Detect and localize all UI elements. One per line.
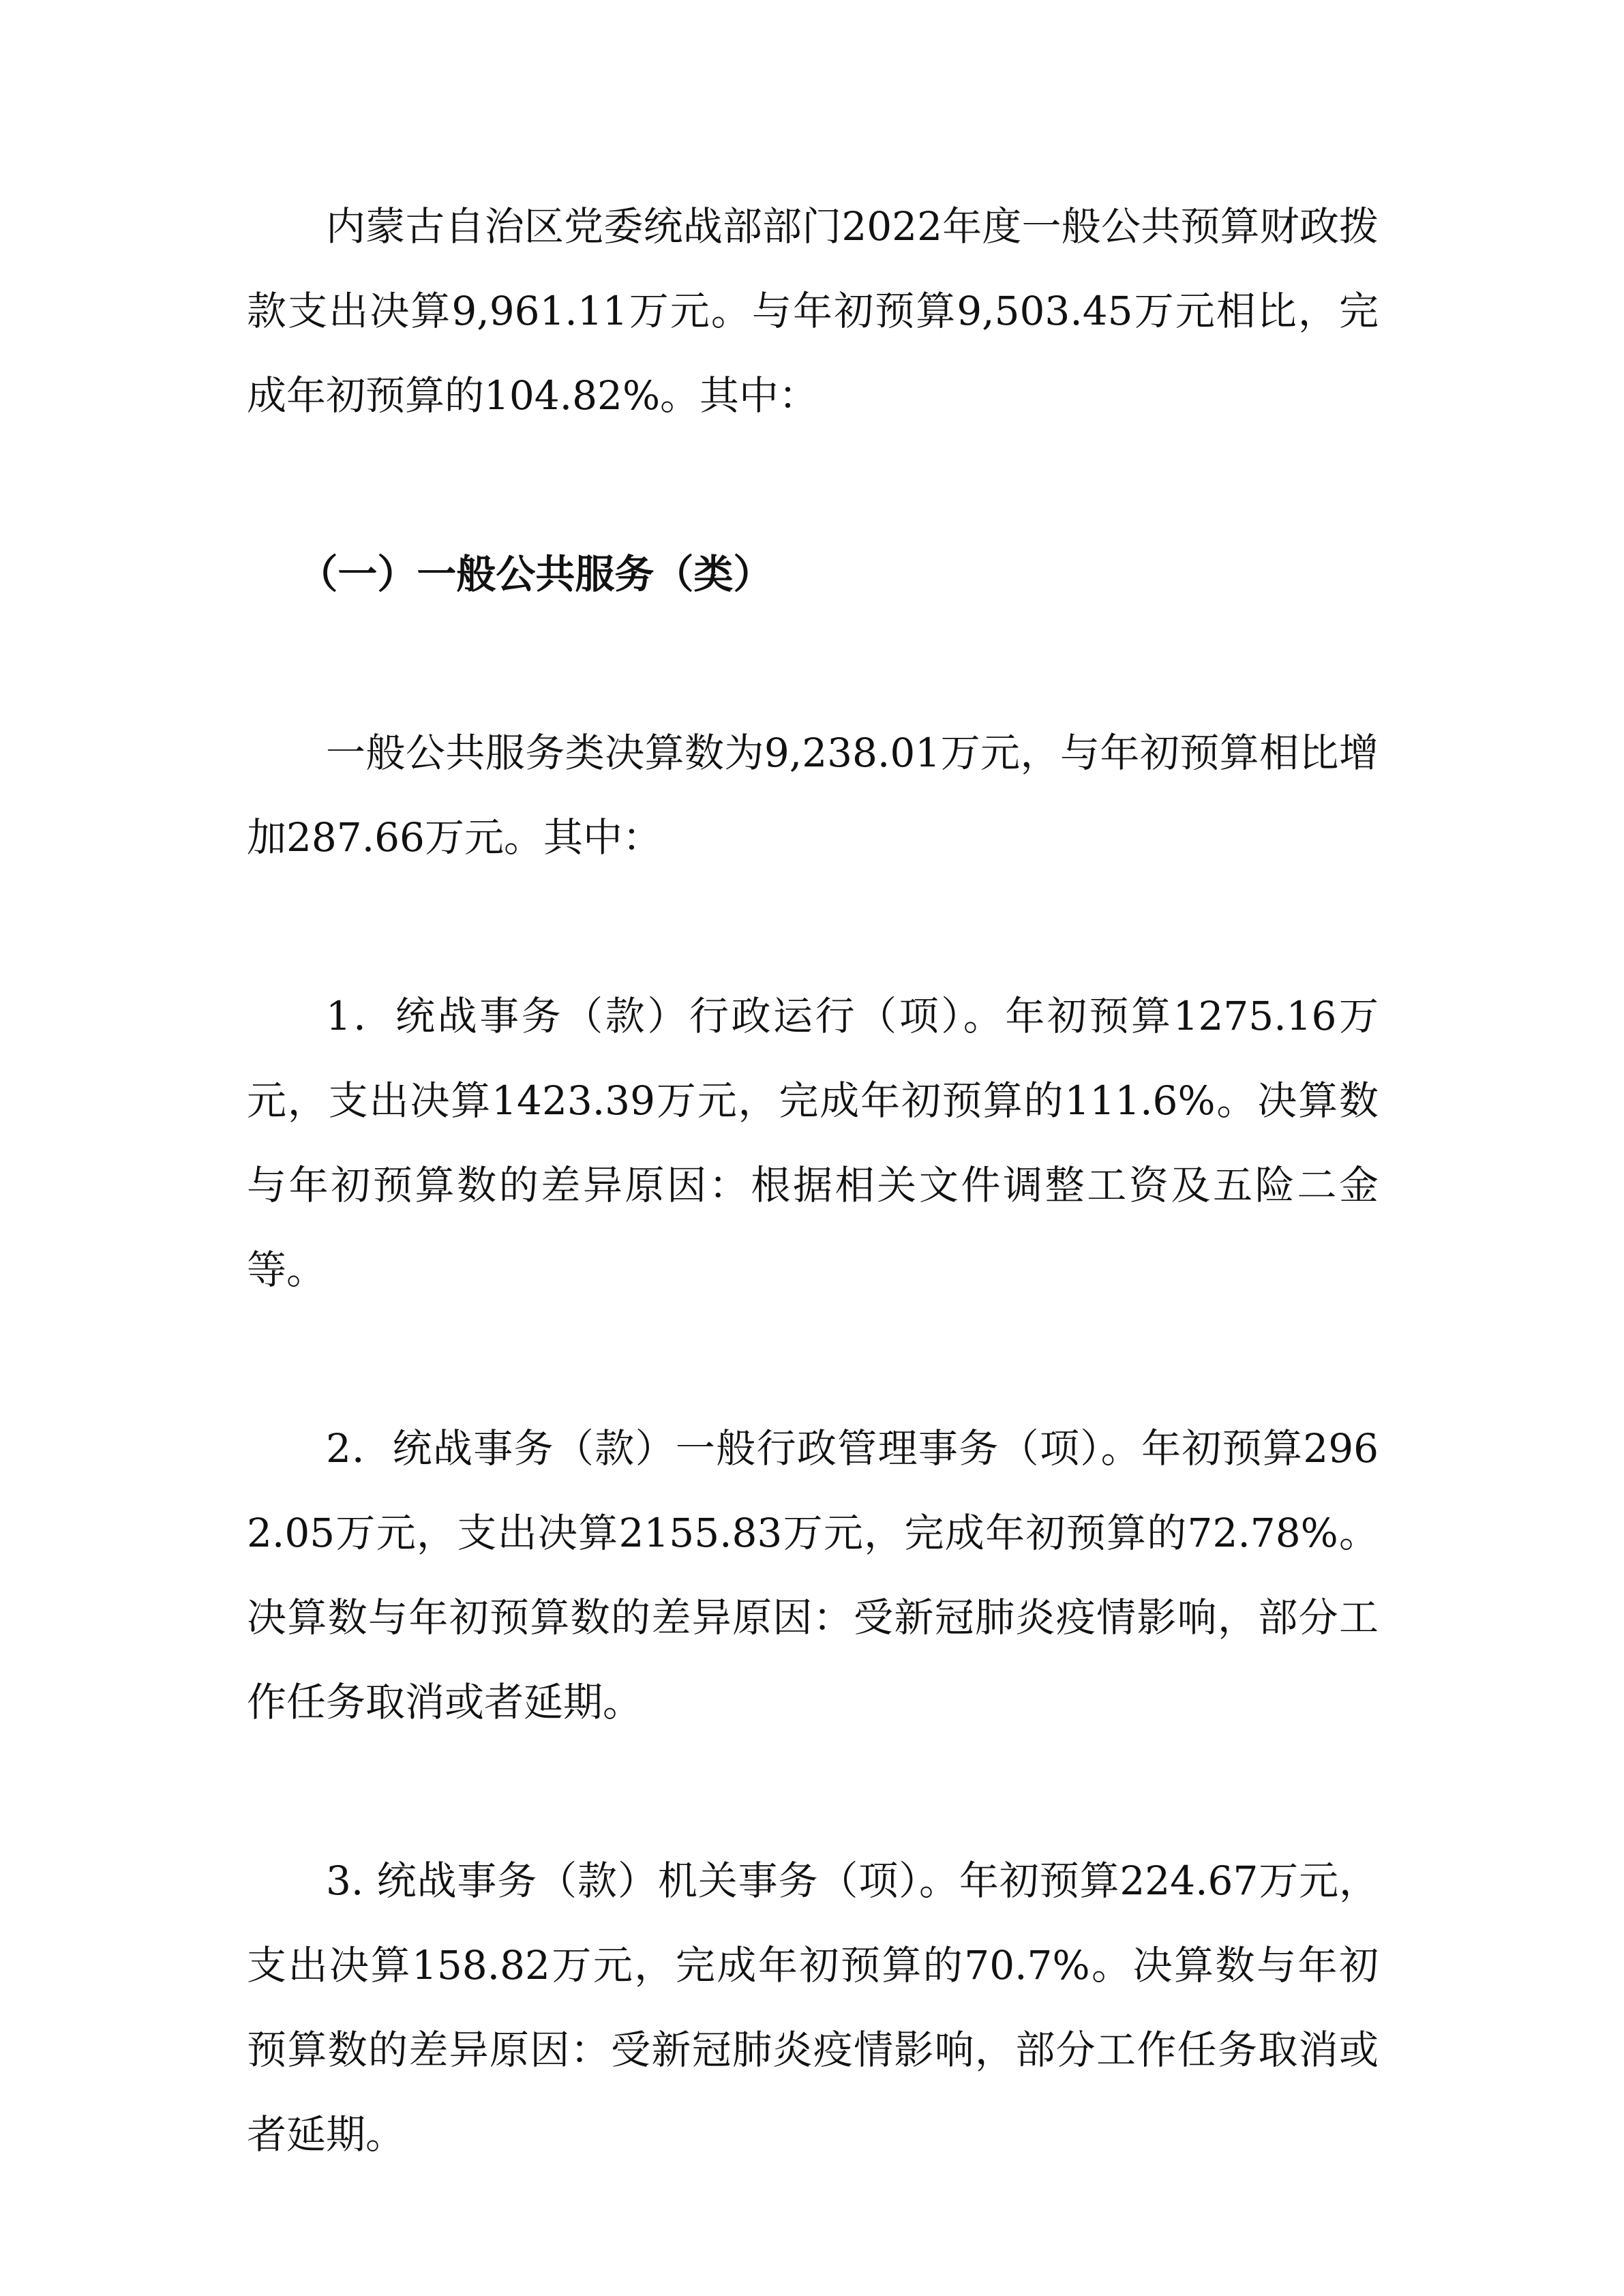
item-paragraph-3: 3. 统战事务（款）机关事务（项）。年初预算224.67万元，支出决算158.82万元，完成年初预算的70.7%。决算数与年初预算数的差异原因：受新冠肺炎疫情影响，部分工作任务取消或者延期。 xyxy=(247,1858,1379,2158)
section-summary-paragraph: 一般公共服务类决算数为9,238.01万元，与年初预算相比增加287.66万元。其中： xyxy=(247,730,1379,861)
section-heading: （一）一般公共服务（类） xyxy=(298,551,773,597)
intro-paragraph: 内蒙古自治区党委统战部部门2022年度一般公共预算财政拨款支出决算9,961.11万元。与年初预算9,503.45万元相比，完成年初预算的104.82%。其中： xyxy=(247,203,1379,419)
item-paragraph-1: 1．统战事务（款）行政运行（项）。年初预算1275.16万元，支出决算1423.39万元，完成年初预算的111.6%。决算数与年初预算数的差异原因：根据相关文件调整工资及五险二金等。 xyxy=(247,993,1379,1293)
item-paragraph-2: 2．统战事务（款）一般行政管理事务（项）。年初预算2962.05万元，支出决算2155.83万元，完成年初预算的72.78%。决算数与年初预算数的差异原因：受新冠肺炎疫情影响，部分工作任务取消或者延期。 xyxy=(247,1425,1379,1725)
document-body xyxy=(247,184,1379,2271)
